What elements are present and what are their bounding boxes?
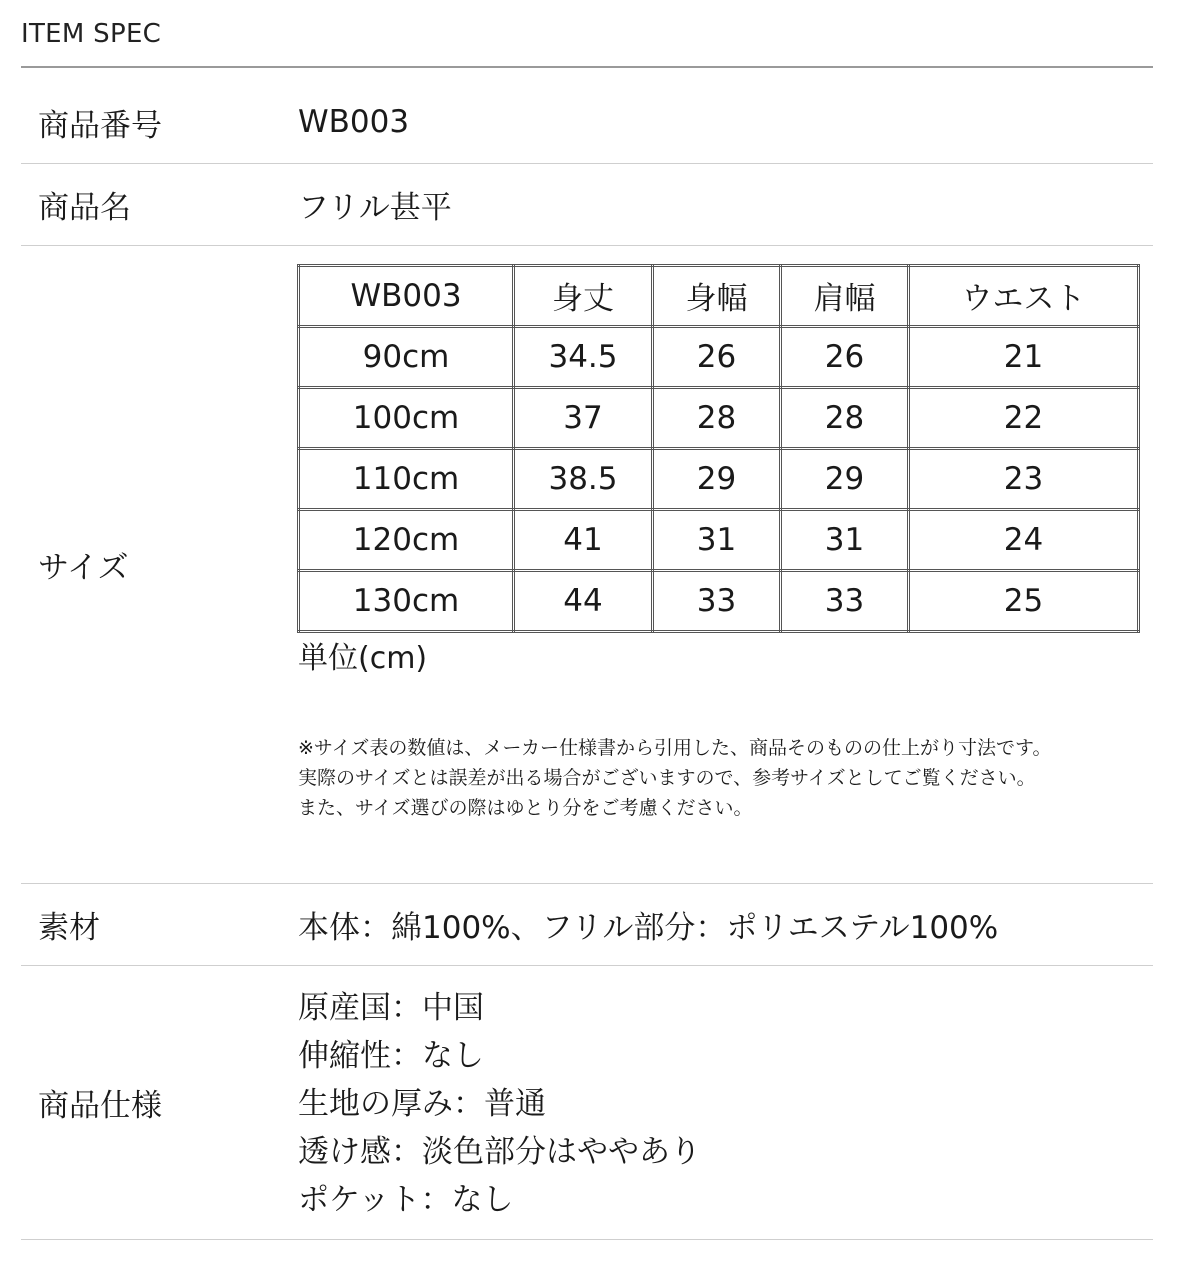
product-spec-label: 商品仕様 bbox=[21, 965, 281, 1239]
size-cell: 21 bbox=[909, 326, 1139, 387]
size-cell: 29 bbox=[653, 448, 781, 509]
size-cell: 120cm bbox=[299, 509, 514, 570]
size-row bbox=[299, 509, 1139, 570]
item-spec-table bbox=[21, 82, 1153, 1240]
size-cell: 100cm bbox=[299, 387, 514, 448]
size-chart-table bbox=[297, 264, 1140, 633]
spec-row-product-spec bbox=[21, 965, 1153, 1239]
spec-item: 生地の厚み：普通 bbox=[298, 1086, 546, 1122]
item-code-label: 商品番号 bbox=[21, 82, 281, 163]
item-name-value: フリル甚平 bbox=[281, 163, 1153, 245]
size-row bbox=[299, 326, 1139, 387]
size-cell: 29 bbox=[781, 448, 909, 509]
size-header-cell: 身幅 bbox=[653, 265, 781, 326]
size-cell: 38.5 bbox=[514, 448, 653, 509]
size-cell: 110cm bbox=[299, 448, 514, 509]
size-note-line: 実際のサイズとは誤差が出る場合がございますので、参考サイズとしてご覧ください。 bbox=[298, 766, 1036, 789]
spec-row-size bbox=[21, 245, 1153, 883]
spec-item: 透け感：淡色部分はややあり bbox=[298, 1134, 701, 1170]
size-row bbox=[299, 570, 1139, 631]
item-name-label: 商品名 bbox=[21, 163, 281, 245]
size-header-cell: 身丈 bbox=[514, 265, 653, 326]
spec-item: 原産国：中国 bbox=[298, 990, 484, 1026]
section-title: ITEM SPEC bbox=[21, 19, 162, 49]
size-cell: 130cm bbox=[299, 570, 514, 631]
size-cell: 26 bbox=[781, 326, 909, 387]
size-value-cell bbox=[281, 245, 1153, 883]
spec-item: 伸縮性：なし bbox=[298, 1038, 484, 1074]
size-cell: 28 bbox=[653, 387, 781, 448]
size-cell: 37 bbox=[514, 387, 653, 448]
size-header-row bbox=[299, 265, 1139, 326]
item-code-value: WB003 bbox=[281, 82, 1153, 163]
size-cell: 26 bbox=[653, 326, 781, 387]
size-cell: 44 bbox=[514, 570, 653, 631]
size-unit: 単位(cm) bbox=[298, 640, 428, 676]
size-cell: 31 bbox=[781, 509, 909, 570]
size-note-line: また、サイズ選びの際はゆとり分をご考慮ください。 bbox=[298, 796, 753, 819]
size-cell: 23 bbox=[909, 448, 1139, 509]
size-cell: 24 bbox=[909, 509, 1139, 570]
size-cell: 33 bbox=[781, 570, 909, 631]
size-label: サイズ bbox=[21, 245, 281, 883]
product-spec-value bbox=[281, 965, 1153, 1239]
size-note-line: ※サイズ表の数値は、メーカー仕様書から引用した、商品そのものの仕上がり寸法です。 bbox=[298, 736, 1052, 759]
product-spec-list bbox=[298, 980, 1153, 1224]
size-cell: 90cm bbox=[299, 326, 514, 387]
size-header-cell: ウエスト bbox=[909, 265, 1139, 326]
size-cell: 25 bbox=[909, 570, 1139, 631]
size-row bbox=[299, 448, 1139, 509]
spec-item: ポケット：なし bbox=[298, 1182, 514, 1218]
size-cell: 33 bbox=[653, 570, 781, 631]
size-cell: 34.5 bbox=[514, 326, 653, 387]
size-cell: 28 bbox=[781, 387, 909, 448]
spec-row-material bbox=[21, 883, 1153, 965]
size-notes bbox=[298, 733, 1153, 863]
size-cell: 22 bbox=[909, 387, 1139, 448]
title-divider bbox=[21, 66, 1153, 68]
size-header-cell: WB003 bbox=[299, 265, 514, 326]
material-label: 素材 bbox=[21, 883, 281, 965]
size-section bbox=[298, 246, 1153, 863]
size-row bbox=[299, 387, 1139, 448]
size-cell: 41 bbox=[514, 509, 653, 570]
spec-row-item-code bbox=[21, 82, 1153, 163]
size-header-cell: 肩幅 bbox=[781, 265, 909, 326]
size-cell: 31 bbox=[653, 509, 781, 570]
material-value: 本体：綿100%、フリル部分：ポリエステル100% bbox=[281, 883, 1153, 965]
spec-row-item-name bbox=[21, 163, 1153, 245]
